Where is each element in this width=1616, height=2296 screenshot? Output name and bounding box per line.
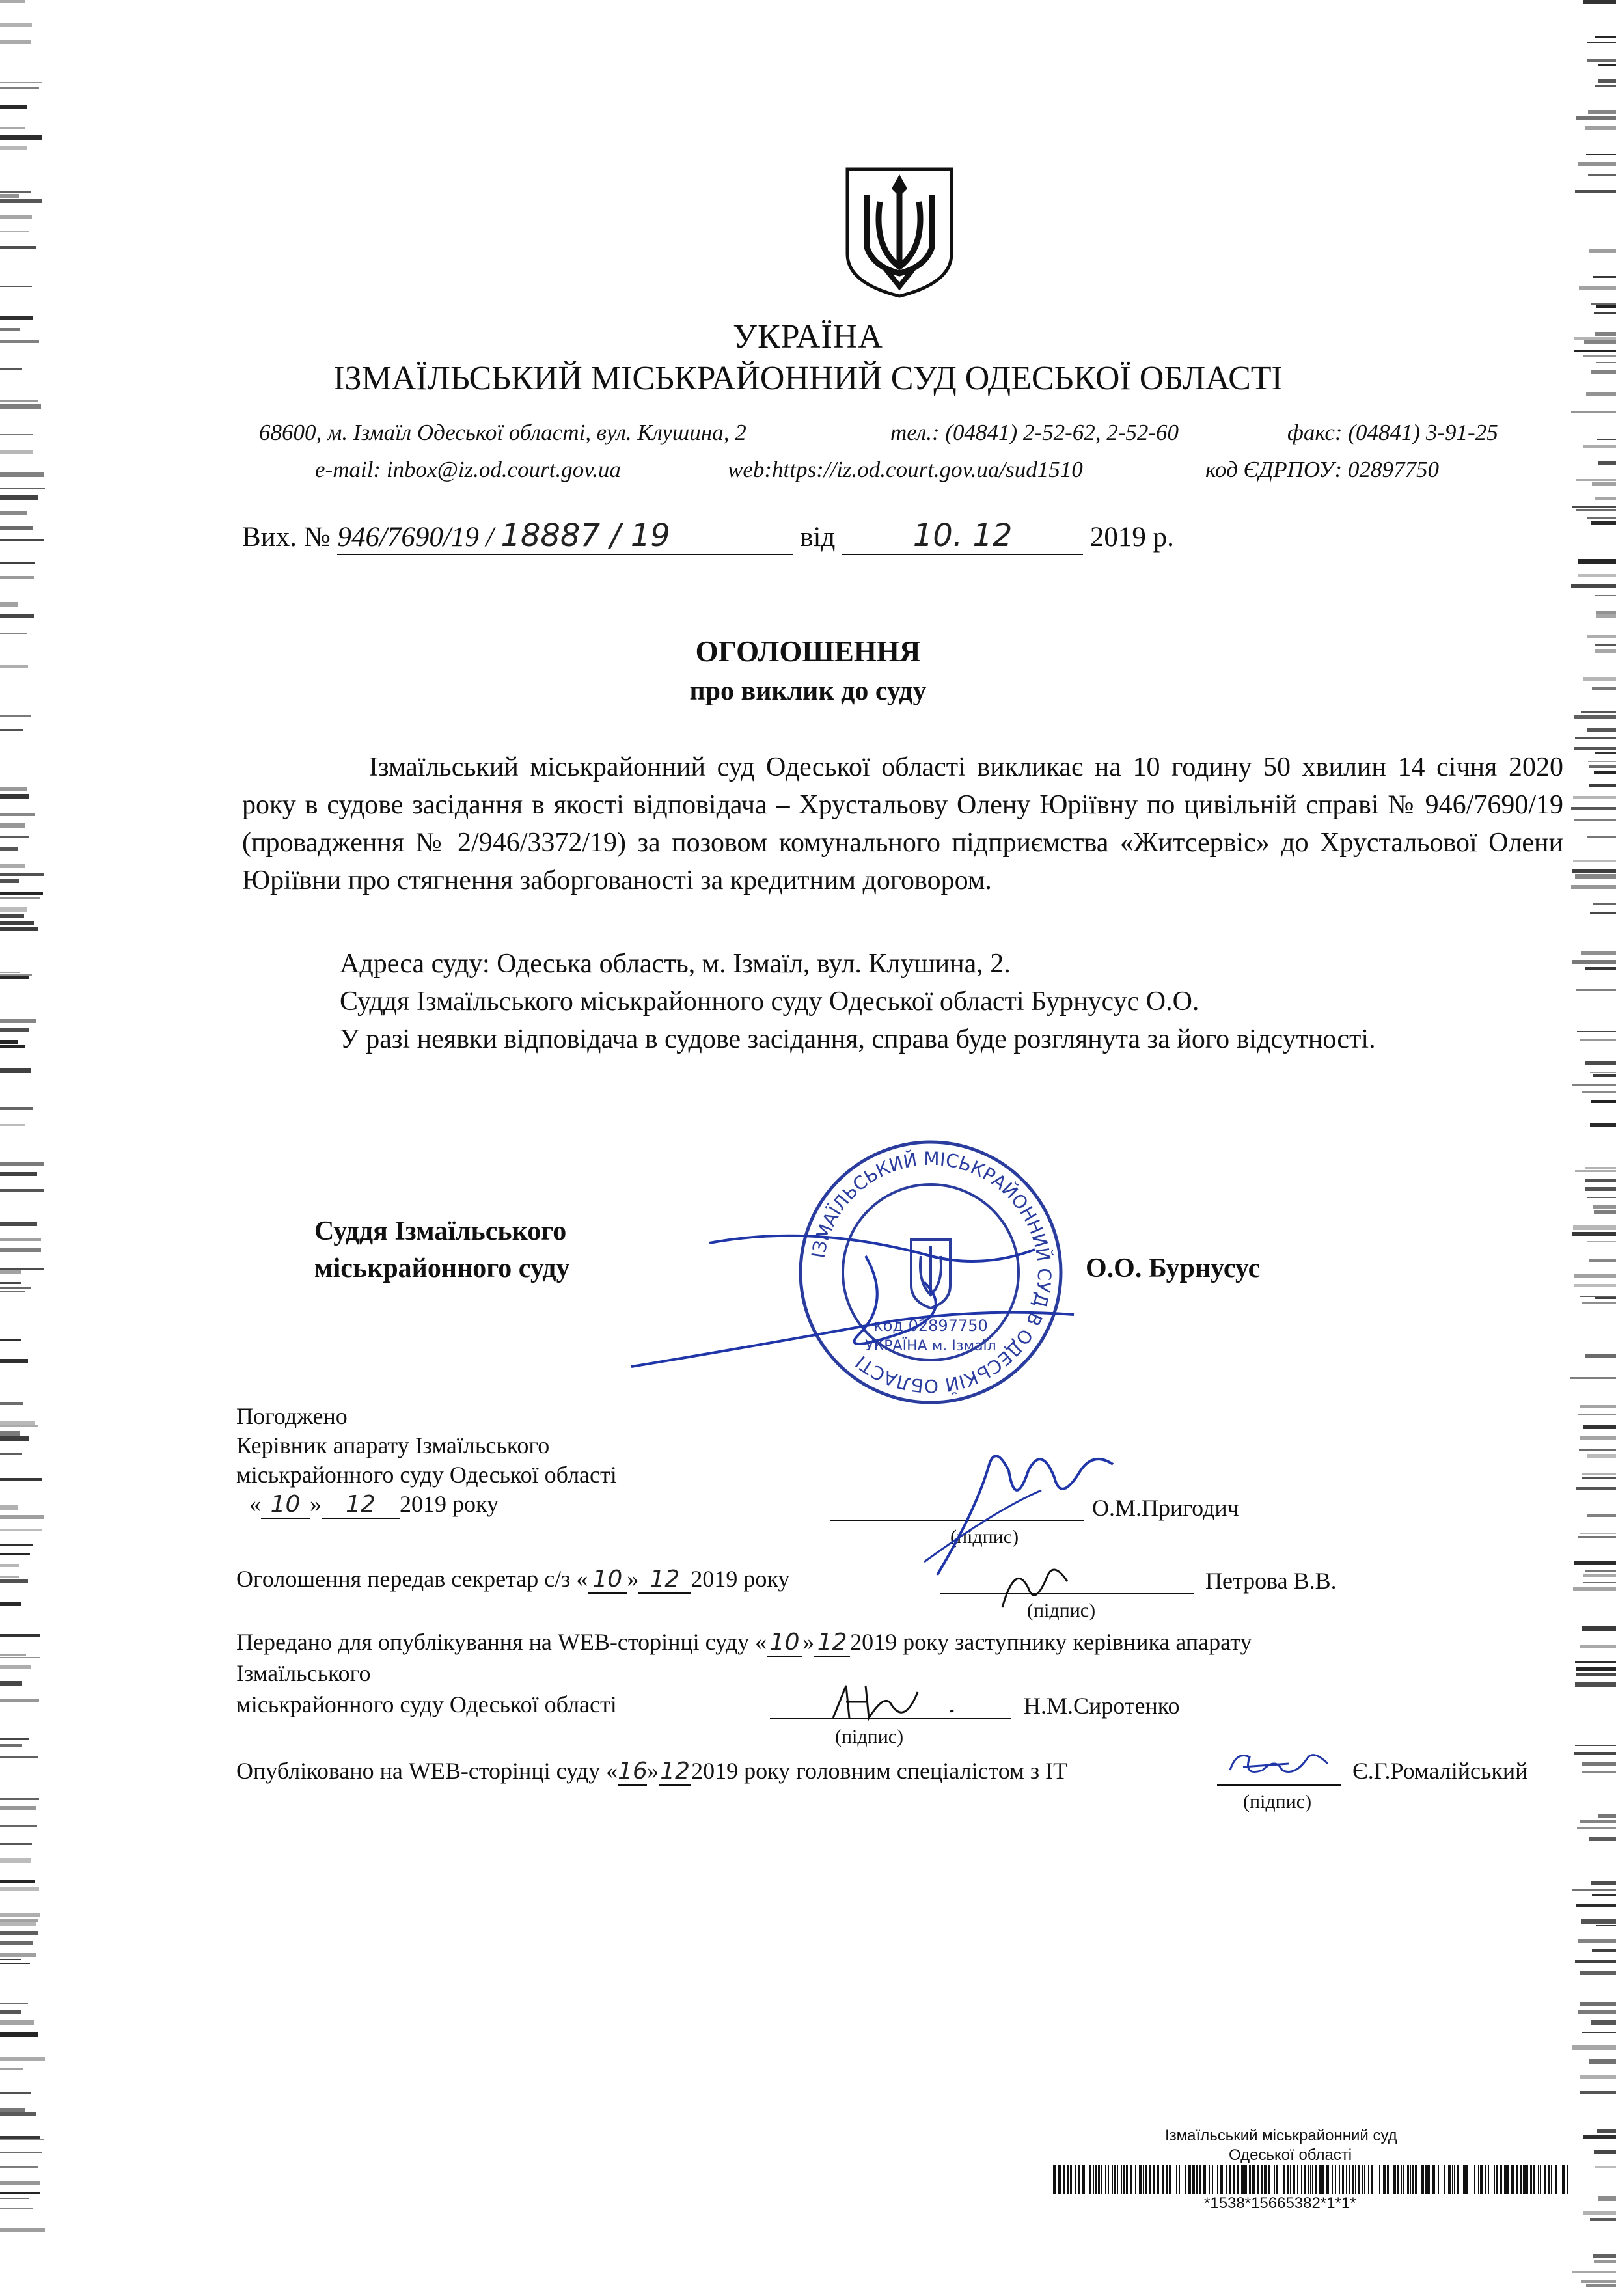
it-sign-caption: (підпис): [1243, 1791, 1312, 1812]
deputy-sign-caption: (підпис): [835, 1726, 904, 1747]
notice-paragraph-main: Ізмаїльський міськрайонний суд Одеської області викликає на 10 годину 50 хвилин 14 січня 2020 року в судове засідання в якості відповідача – Хрустальову Олену Юріївну по цивільній справі № 946/7690/19 (провадження № 2/946/3372/19) за позовом комунального підприємства «Житсервіс» до Хрустальової Олени Юріївни про стягнення заборгованості за кредитним договором.: [242, 752, 1563, 895]
secretary-line: Оголошення передав секретар с/з « 10 » 12 2019 року: [236, 1566, 790, 1592]
secretary-signature: [989, 1555, 1080, 1614]
outgoing-number-line: [242, 517, 1174, 555]
head-date-year: 2019 року: [400, 1491, 499, 1517]
barcode: [1053, 2165, 1574, 2194]
court-website: web:https://iz.od.court.gov.ua/sud1510: [728, 457, 1083, 482]
notice-paragraph-judge: Суддя Ізмаїльського міськрайонного суду Одеської області Бурнусус О.О.: [340, 987, 1199, 1017]
court-edrpou: код ЄДРПОУ: 02897750: [1205, 457, 1439, 482]
barcode-number: *1538*15665382*1*1*: [1204, 2194, 1356, 2212]
outgoing-number-handwritten: 18887 / 19: [500, 517, 670, 554]
head-title-line2: міськрайонного суду Одеської області: [236, 1462, 617, 1488]
outgoing-number-field: [337, 517, 793, 555]
footer-court-line2: Одеської області: [1229, 2146, 1352, 2164]
web-transfer-day: 10: [767, 1629, 802, 1657]
head-name: О.М.Пригодич: [1092, 1495, 1239, 1521]
notice-subtitle: про виклик до суду: [689, 676, 927, 706]
outgoing-date-handwritten: 10. 12: [912, 517, 1013, 554]
web-transfer-text-c: Ізмаїльського: [236, 1660, 371, 1686]
web-transfer-text-b: 2019 року заступнику керівника апарату: [850, 1629, 1252, 1655]
secretary-text: Оголошення передав секретар с/з «: [236, 1566, 588, 1592]
footer-court-line1: Ізмаїльський міськрайонний суд: [1165, 2127, 1397, 2144]
seal-city: УКРАЇНА м. Ізмаїл: [865, 1338, 996, 1354]
head-date-month: 12: [322, 1491, 400, 1519]
seal-code: код 02897750: [873, 1317, 988, 1335]
head-date-day: 10: [261, 1491, 310, 1519]
outgoing-date-field: [842, 517, 1083, 555]
published-day: 16: [618, 1758, 648, 1784]
web-transfer-line: Передано для опублікування на WEB-сторінці суду « 10 » 12 2019 року заступнику керівника апарату: [236, 1629, 1252, 1656]
outgoing-year: 2019 р.: [1089, 522, 1174, 553]
country-name: УКРАЇНА: [733, 318, 883, 355]
outgoing-number: 946/7690/19 /: [337, 522, 494, 553]
judge-name: О.О. Бурнусус: [1086, 1253, 1261, 1283]
deputy-signature: [820, 1673, 976, 1731]
deputy-name: Н.М.Сиротенко: [1024, 1693, 1180, 1719]
secretary-sign-caption: (підпис): [1027, 1600, 1096, 1621]
web-transfer-text-a: Передано для опублікування на WEB-сторінці суду «: [236, 1629, 767, 1655]
seal-ring-text: ІЗМАЇЛЬСЬКИЙ МІСЬКРАЙОННИЙ СУД В ОДЕСЬКІЙ ОБЛАСТІ: [807, 1147, 1056, 1397]
secretary-month: 12: [638, 1566, 691, 1594]
it-signature: [1217, 1738, 1347, 1790]
judge-title-line1: Суддя Ізмаїльського: [314, 1216, 567, 1246]
court-address: 68600, м. Ізмаїл Одеської області, вул. Клушина, 2: [259, 420, 746, 445]
judge-title-line2: міськрайонного суду: [314, 1253, 570, 1283]
published-text-b: 2019 року головним спеціалістом з ІТ: [691, 1758, 1068, 1784]
trident-emblem: [841, 163, 958, 299]
notice-paragraph-address: Адреса суду: Одеська область, м. Ізмаїл, вул. Клушина, 2.: [340, 949, 1011, 979]
court-email: e-mail: inbox@iz.od.court.gov.ua: [315, 457, 621, 482]
notice-title: ОГОЛОШЕННЯ: [695, 635, 921, 668]
head-sign-caption: (підпис): [950, 1526, 1019, 1548]
court-fax: факс: (04841) 3-91-25: [1287, 420, 1498, 445]
published-month: 12: [659, 1758, 691, 1786]
it-name: Є.Г.Ромалійський: [1352, 1758, 1528, 1784]
secretary-year: 2019 року: [691, 1566, 790, 1592]
secretary-name: Петрова В.В.: [1205, 1568, 1337, 1594]
published-text-a: Опубліковано на WEB-сторінці суду «: [236, 1758, 618, 1784]
secretary-day: 10: [588, 1566, 627, 1594]
outgoing-prefix: Вих. №: [242, 522, 331, 553]
head-date: « 10 » 12 2019 року: [249, 1491, 499, 1518]
published-line: Опубліковано на WEB-сторінці суду «16»122019 року головним спеціалістом з ІТ: [236, 1758, 1068, 1784]
web-transfer-text-d: міськрайонного суду Одеської області: [236, 1691, 617, 1717]
web-transfer-month: 12: [814, 1629, 850, 1657]
court-phone: тел.: (04841) 2-52-62, 2-52-60: [890, 420, 1179, 445]
outgoing-from-label: від: [800, 522, 836, 553]
judge-signature: [618, 1204, 1106, 1386]
notice-paragraph-absence: У разі неявки відповідача в судове засідання, справа буде розглянута за його відсутності.: [340, 1024, 1376, 1054]
agreed-label: Погоджено: [236, 1403, 348, 1429]
head-title-line1: Керівник апарату Ізмаїльського: [236, 1432, 550, 1458]
court-name: ІЗМАЇЛЬСЬКИЙ МІСЬКРАЙОННИЙ СУД ОДЕСЬКОЇ ОБЛАСТІ: [333, 360, 1283, 397]
